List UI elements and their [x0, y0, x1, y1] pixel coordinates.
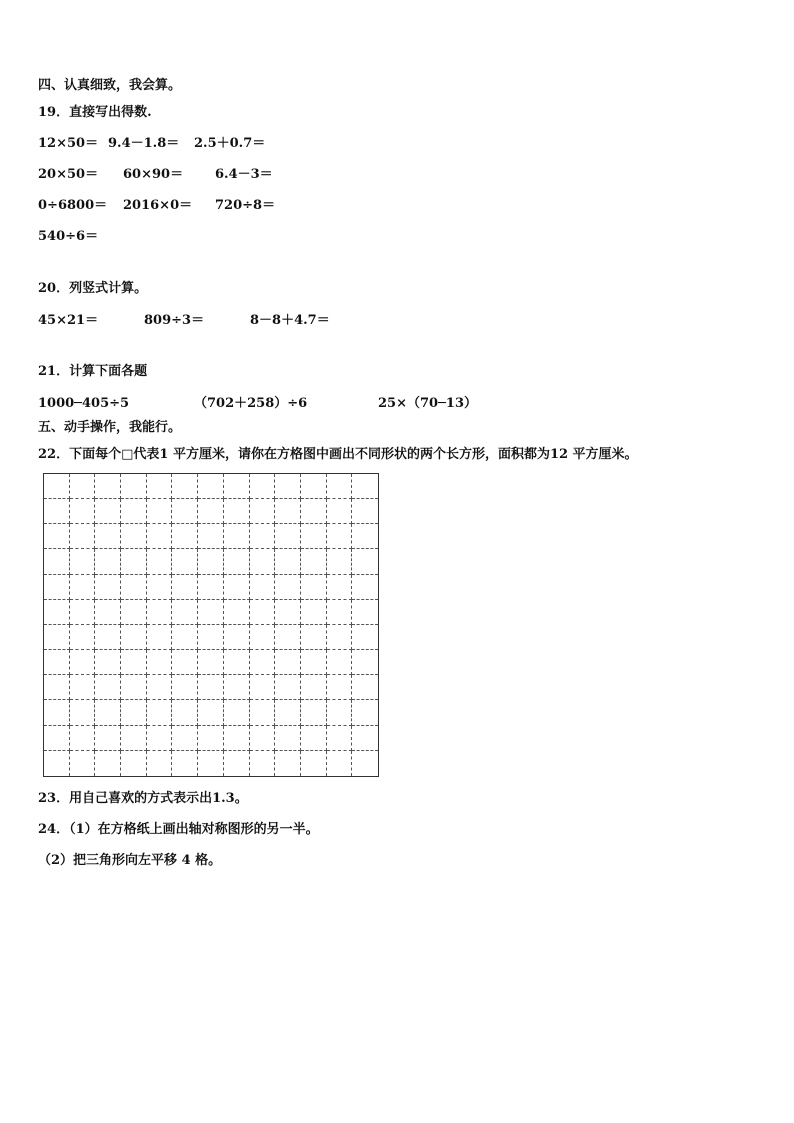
- grid-cell[interactable]: [250, 524, 276, 549]
- grid-cell[interactable]: [172, 700, 198, 725]
- grid-cell[interactable]: [327, 700, 353, 725]
- grid-cell[interactable]: [172, 549, 198, 574]
- grid-cell[interactable]: [250, 474, 276, 499]
- grid-cell[interactable]: [198, 625, 224, 650]
- grid-cell[interactable]: [301, 575, 327, 600]
- grid-cell[interactable]: [275, 600, 301, 625]
- grid-cell[interactable]: [95, 474, 121, 499]
- q19-item: 9.4－1.8＝: [108, 136, 180, 151]
- question-24-part1: 24．（1）在方格纸上画出轴对称图形的另一半。: [38, 822, 319, 837]
- grid-cell[interactable]: [224, 575, 250, 600]
- grid-cell[interactable]: [147, 499, 173, 524]
- grid-cell[interactable]: [250, 600, 276, 625]
- grid-cell[interactable]: [250, 549, 276, 574]
- grid-cell[interactable]: [95, 650, 121, 675]
- grid-cell[interactable]: [147, 625, 173, 650]
- grid-cell[interactable]: [275, 474, 301, 499]
- grid-cell[interactable]: [44, 575, 70, 600]
- grid-cell[interactable]: [44, 751, 70, 776]
- grid-cell[interactable]: [301, 474, 327, 499]
- grid-cell[interactable]: [121, 675, 147, 700]
- grid-cell[interactable]: [121, 625, 147, 650]
- grid-cell[interactable]: [327, 474, 353, 499]
- grid-cell[interactable]: [275, 675, 301, 700]
- grid-cell[interactable]: [352, 474, 378, 499]
- grid-cell[interactable]: [70, 675, 96, 700]
- grid-cell[interactable]: [275, 499, 301, 524]
- grid-cell[interactable]: [95, 549, 121, 574]
- grid-cell[interactable]: [224, 549, 250, 574]
- q21-item: 1000─405÷5: [38, 396, 130, 411]
- grid-cell[interactable]: [224, 650, 250, 675]
- grid-cell[interactable]: [352, 499, 378, 524]
- grid-cell[interactable]: [352, 524, 378, 549]
- grid-cell[interactable]: [224, 726, 250, 751]
- grid-cell[interactable]: [327, 524, 353, 549]
- grid-cell[interactable]: [44, 549, 70, 574]
- grid-cell[interactable]: [147, 474, 173, 499]
- grid-cell[interactable]: [121, 726, 147, 751]
- grid-cell[interactable]: [44, 524, 70, 549]
- grid-cell[interactable]: [301, 524, 327, 549]
- grid-cell[interactable]: [250, 726, 276, 751]
- grid-cell[interactable]: [275, 575, 301, 600]
- grid-cell[interactable]: [352, 600, 378, 625]
- grid-cell[interactable]: [44, 650, 70, 675]
- grid-cell[interactable]: [301, 751, 327, 776]
- grid-cell[interactable]: [44, 625, 70, 650]
- grid-cell[interactable]: [95, 600, 121, 625]
- q21-item: 25×（70─13）: [378, 396, 477, 411]
- grid-cell[interactable]: [301, 675, 327, 700]
- grid-cell[interactable]: [250, 751, 276, 776]
- grid-cell[interactable]: [275, 726, 301, 751]
- grid-cell[interactable]: [70, 726, 96, 751]
- grid-cell[interactable]: [121, 600, 147, 625]
- grid-cell[interactable]: [198, 549, 224, 574]
- grid-cell[interactable]: [224, 675, 250, 700]
- q19-item: 60×90＝: [123, 167, 184, 182]
- q20-item: 8－8＋4.7＝: [250, 313, 330, 328]
- grid-cell[interactable]: [301, 726, 327, 751]
- grid-cell[interactable]: [250, 675, 276, 700]
- question-19-title: 19．直接写出得数.: [38, 105, 152, 120]
- grid-cell[interactable]: [44, 675, 70, 700]
- grid-cell[interactable]: [44, 726, 70, 751]
- grid-cell[interactable]: [44, 474, 70, 499]
- grid-cell[interactable]: [224, 474, 250, 499]
- q20-item: 45×21＝: [38, 313, 99, 328]
- grid-cell[interactable]: [250, 700, 276, 725]
- grid-cell[interactable]: [275, 700, 301, 725]
- grid-cell[interactable]: [250, 625, 276, 650]
- grid-cell[interactable]: [172, 751, 198, 776]
- grid-cell[interactable]: [352, 625, 378, 650]
- section-four-heading: 四、认真细致，我会算。: [38, 78, 182, 93]
- grid-cell[interactable]: [301, 650, 327, 675]
- grid-cell[interactable]: [172, 650, 198, 675]
- grid-cell[interactable]: [172, 474, 198, 499]
- grid-cell[interactable]: [224, 524, 250, 549]
- grid-cell[interactable]: [172, 625, 198, 650]
- grid-cell[interactable]: [70, 524, 96, 549]
- grid-cell[interactable]: [327, 751, 353, 776]
- grid-cell[interactable]: [327, 600, 353, 625]
- grid-cell[interactable]: [172, 600, 198, 625]
- section-five-heading: 五、动手操作，我能行。: [38, 420, 182, 435]
- question-24-part2: （2）把三角形向左平移 4 格。: [38, 853, 222, 868]
- q19-item: 0÷6800＝: [38, 198, 108, 213]
- grid-cell[interactable]: [327, 575, 353, 600]
- grid-cell[interactable]: [95, 524, 121, 549]
- q20-item: 809÷3＝: [144, 313, 205, 328]
- question-22-title: 22．下面每个□代表1 平方厘米，请你在方格图中画出不同形状的两个长方形，面积都为12 平方厘米。: [38, 447, 638, 462]
- q19-item: 720÷8＝: [215, 198, 276, 213]
- grid-cell[interactable]: [121, 650, 147, 675]
- grid-cell[interactable]: [95, 700, 121, 725]
- grid-cell[interactable]: [121, 524, 147, 549]
- question-21-title: 21．计算下面各题: [38, 364, 148, 379]
- grid-cell[interactable]: [224, 499, 250, 524]
- grid-cell[interactable]: [352, 726, 378, 751]
- grid-cell[interactable]: [70, 650, 96, 675]
- grid-cell[interactable]: [147, 600, 173, 625]
- grid-cell[interactable]: [95, 726, 121, 751]
- grid-cell[interactable]: [95, 499, 121, 524]
- grid-cell[interactable]: [70, 700, 96, 725]
- grid-cell[interactable]: [301, 549, 327, 574]
- grid-cell[interactable]: [172, 726, 198, 751]
- grid-cell[interactable]: [352, 751, 378, 776]
- q19-item: 540÷6＝: [38, 229, 99, 244]
- grid-cell[interactable]: [250, 650, 276, 675]
- q19-item: 20×50＝: [38, 167, 99, 182]
- grid-cell[interactable]: [70, 575, 96, 600]
- grid-cell[interactable]: [70, 499, 96, 524]
- grid-cell[interactable]: [95, 751, 121, 776]
- grid-cell[interactable]: [95, 625, 121, 650]
- grid-cell[interactable]: [352, 650, 378, 675]
- grid-cell[interactable]: [327, 726, 353, 751]
- grid-cell[interactable]: [198, 474, 224, 499]
- grid-cell[interactable]: [352, 675, 378, 700]
- grid-cell[interactable]: [352, 549, 378, 574]
- grid-cell[interactable]: [352, 575, 378, 600]
- grid-cell[interactable]: [172, 524, 198, 549]
- grid-cell[interactable]: [224, 700, 250, 725]
- question-20-title: 20．列竖式计算。: [38, 281, 148, 296]
- grid-cell[interactable]: [198, 575, 224, 600]
- grid-cell[interactable]: [198, 524, 224, 549]
- grid-cell[interactable]: [70, 549, 96, 574]
- grid-cell[interactable]: [327, 499, 353, 524]
- q21-item: （702＋258）÷6: [194, 396, 308, 411]
- grid-cell[interactable]: [147, 700, 173, 725]
- grid-cell[interactable]: [147, 751, 173, 776]
- grid-cell[interactable]: [70, 600, 96, 625]
- grid-cell[interactable]: [327, 675, 353, 700]
- grid-cell[interactable]: [301, 625, 327, 650]
- grid-cell[interactable]: [250, 499, 276, 524]
- grid-cell[interactable]: [198, 751, 224, 776]
- grid-cell[interactable]: [70, 751, 96, 776]
- grid-cell[interactable]: [70, 474, 96, 499]
- grid-cell[interactable]: [95, 675, 121, 700]
- question-23-title: 23．用自己喜欢的方式表示出1.3。: [38, 791, 248, 806]
- grid-cell[interactable]: [172, 499, 198, 524]
- grid-cell[interactable]: [147, 675, 173, 700]
- grid-cell[interactable]: [121, 575, 147, 600]
- grid-cell[interactable]: [121, 700, 147, 725]
- grid-cell[interactable]: [95, 575, 121, 600]
- grid-cell[interactable]: [147, 726, 173, 751]
- grid-cell[interactable]: [275, 650, 301, 675]
- grid-cell[interactable]: [121, 751, 147, 776]
- grid-cell[interactable]: [224, 751, 250, 776]
- grid-cell[interactable]: [44, 499, 70, 524]
- grid-cell[interactable]: [352, 700, 378, 725]
- grid-cell[interactable]: [147, 650, 173, 675]
- grid-cell[interactable]: [275, 549, 301, 574]
- grid-cell[interactable]: [172, 575, 198, 600]
- grid-cell[interactable]: [70, 625, 96, 650]
- grid-cell[interactable]: [198, 675, 224, 700]
- grid-cell[interactable]: [121, 549, 147, 574]
- grid-cell[interactable]: [301, 600, 327, 625]
- grid-cell[interactable]: [121, 499, 147, 524]
- grid-cell[interactable]: [44, 600, 70, 625]
- grid-cell[interactable]: [147, 524, 173, 549]
- grid-cell[interactable]: [327, 625, 353, 650]
- grid-cell[interactable]: [275, 524, 301, 549]
- grid-cell[interactable]: [172, 675, 198, 700]
- grid-cell[interactable]: [198, 726, 224, 751]
- grid-cell[interactable]: [198, 600, 224, 625]
- grid-cell[interactable]: [147, 549, 173, 574]
- q19-item: 2.5＋0.7＝: [194, 136, 266, 151]
- grid-cell[interactable]: [301, 499, 327, 524]
- grid-cell[interactable]: [198, 650, 224, 675]
- grid-cell[interactable]: [121, 474, 147, 499]
- grid-cell[interactable]: [250, 575, 276, 600]
- q19-item: 12×50＝: [38, 136, 99, 151]
- grid-cell[interactable]: [224, 625, 250, 650]
- grid-cell[interactable]: [275, 625, 301, 650]
- grid-cell[interactable]: [301, 700, 327, 725]
- grid-cell[interactable]: [327, 549, 353, 574]
- grid-cell[interactable]: [327, 650, 353, 675]
- grid-cell[interactable]: [198, 700, 224, 725]
- grid-cell[interactable]: [198, 499, 224, 524]
- grid-cell[interactable]: [224, 600, 250, 625]
- square-grid[interactable]: [43, 473, 379, 777]
- q19-item: 6.4－3＝: [215, 167, 273, 182]
- grid-cell[interactable]: [275, 751, 301, 776]
- q19-item: 2016×0＝: [123, 198, 193, 213]
- grid-cell[interactable]: [44, 700, 70, 725]
- grid-cell[interactable]: [147, 575, 173, 600]
